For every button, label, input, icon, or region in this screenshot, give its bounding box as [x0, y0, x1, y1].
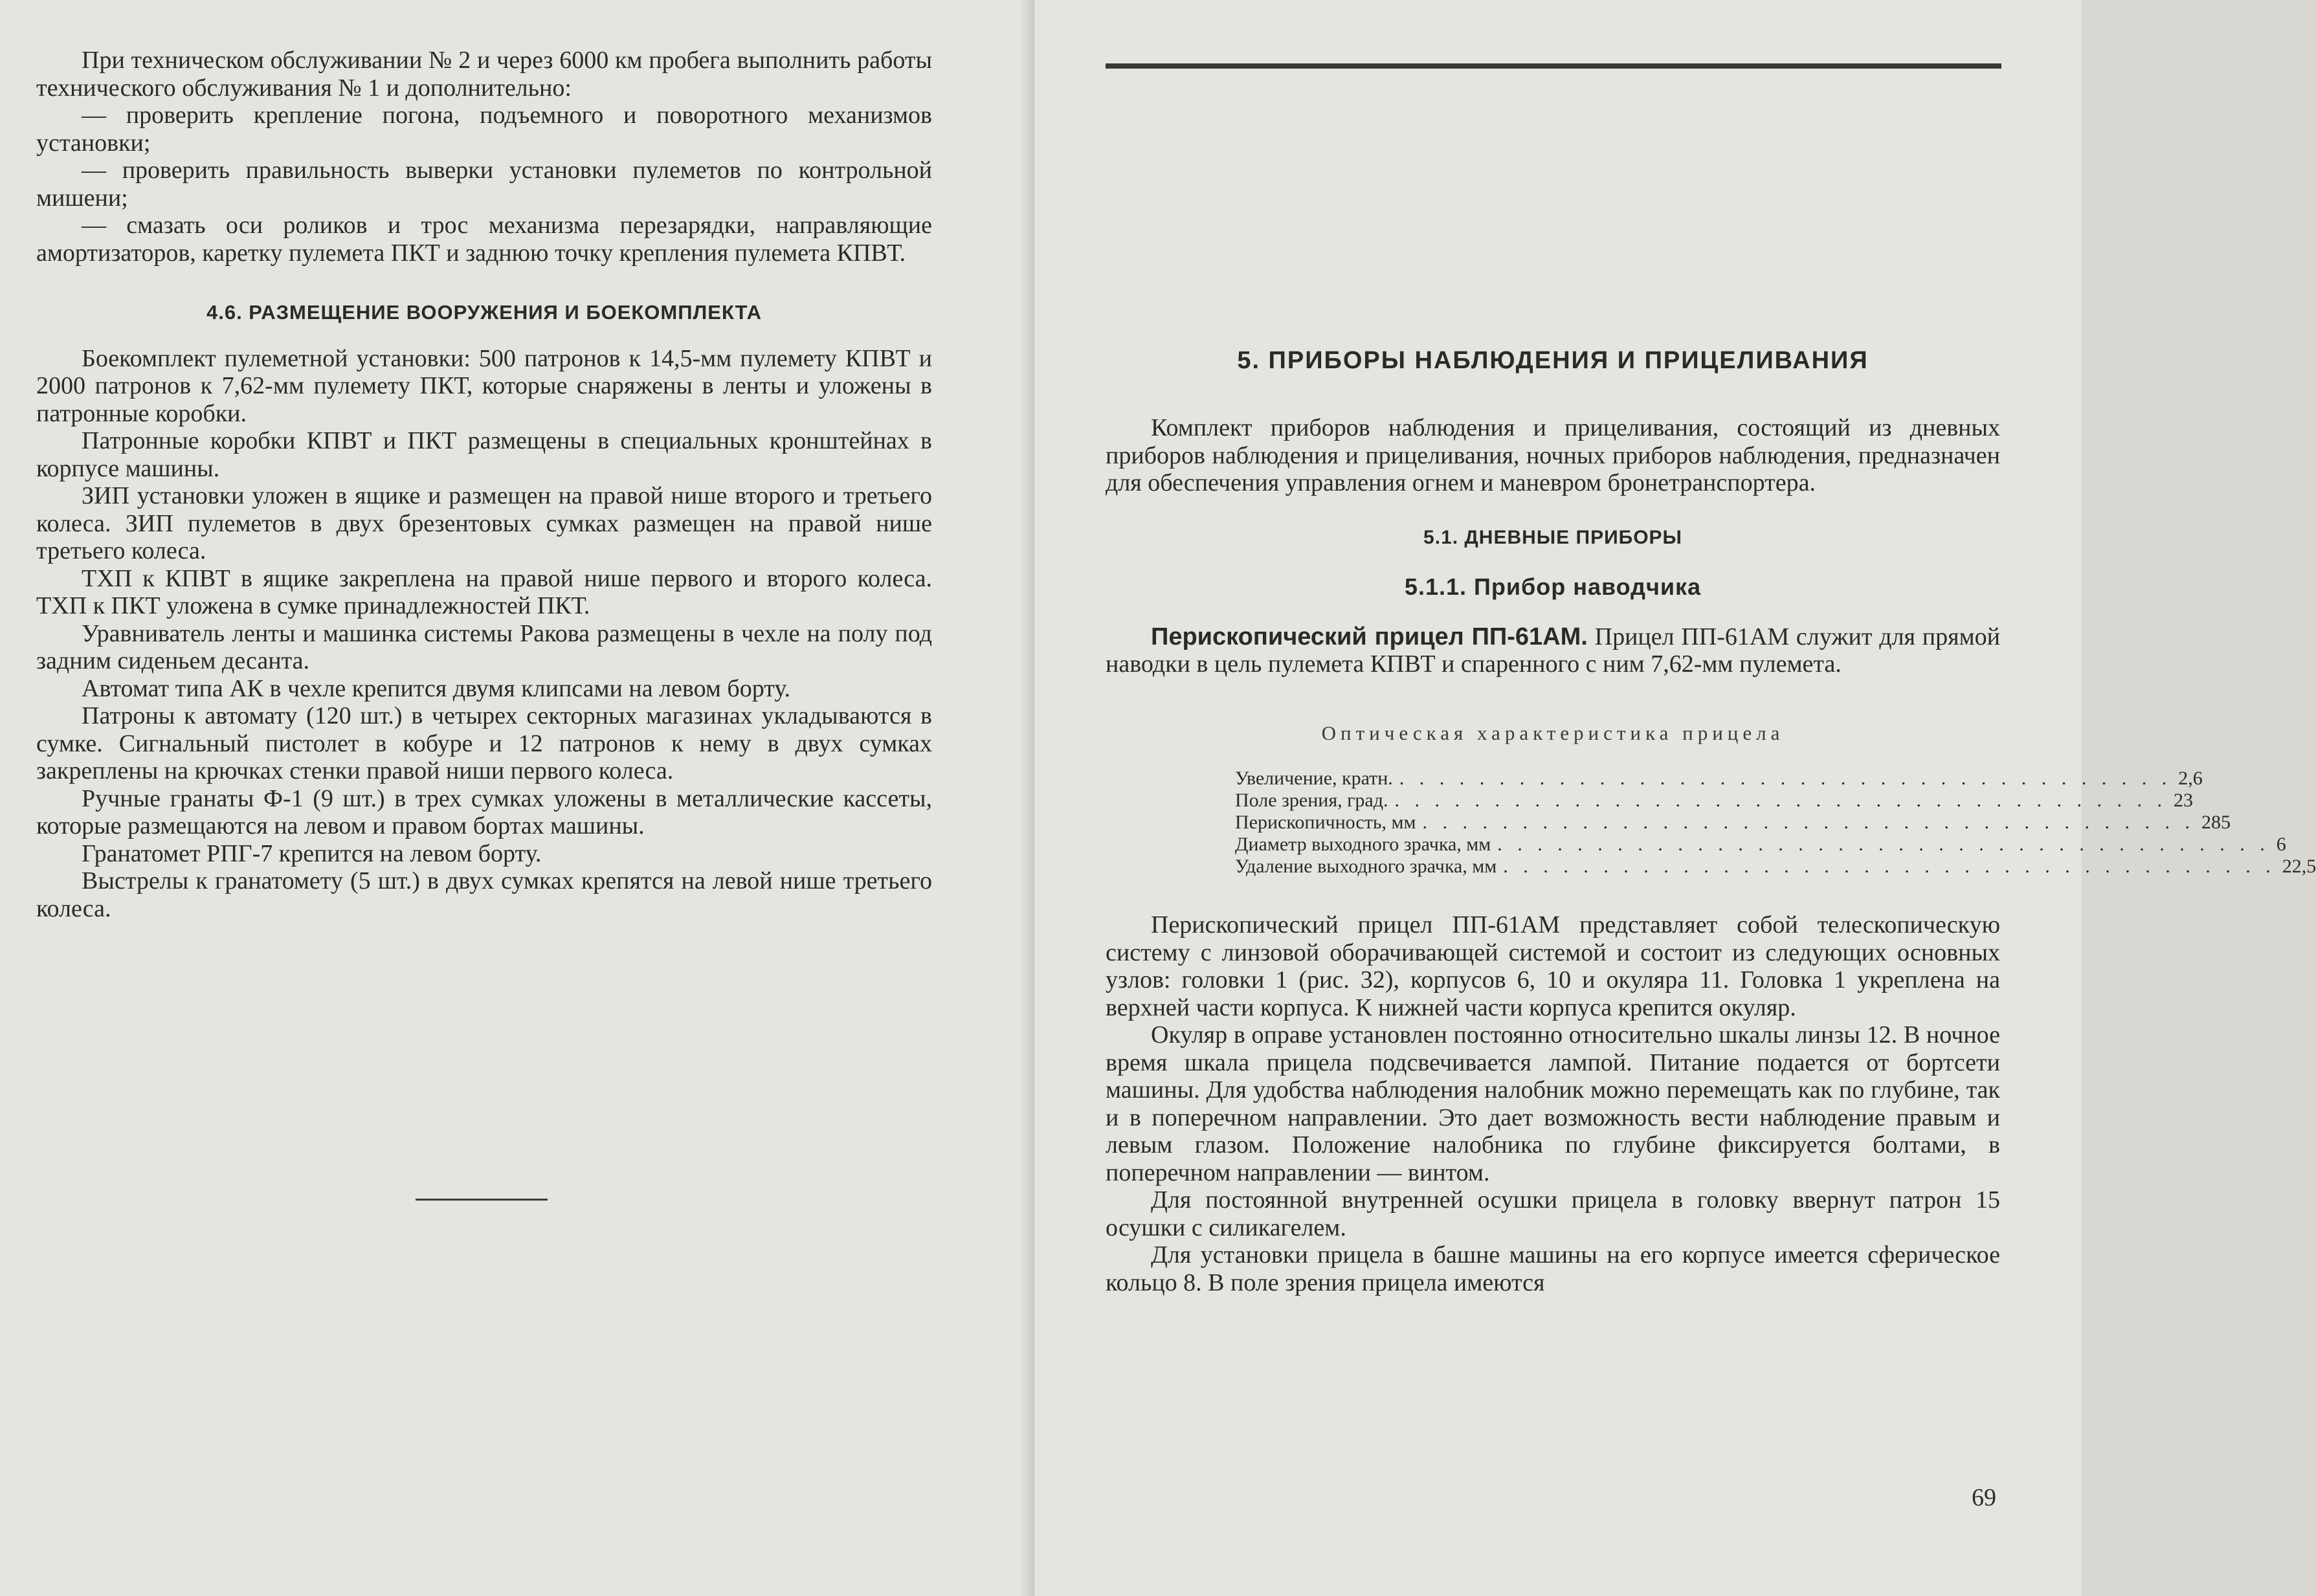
paragraph: Автомат типа АК в чехле крепится двумя клипсами на левом борту. — [82, 674, 791, 702]
table-value: 2,6 — [2178, 768, 2203, 789]
table-row — [1235, 834, 2286, 856]
paragraph: Гранатомет РПГ-7 крепится на левом борту. — [82, 839, 542, 867]
leader-dots: . . . . . . . . . . . . . . . . . . . . . . . . . . . . . . . . . . . . . . . — [1422, 812, 2195, 833]
table-label: Перископичность, мм — [1235, 812, 1416, 833]
right-page — [1034, 0, 2316, 1596]
list-item: — проверить крепление погона, подъемного и поворотного механизмов установки; — [36, 102, 932, 157]
leader-dots: . . . . . . . . . . . . . . . . . . . . . . . . . . . . . . . . . . . . . . . — [1399, 768, 2172, 789]
table-row — [1235, 856, 2316, 878]
table-label: Поле зрения, град. — [1235, 790, 1388, 811]
paragraph: Для постоянной внутренней осушки прицела в головку ввернут патрон 15 осушки с силикагелем. — [1106, 1186, 2000, 1241]
left-text-column — [36, 47, 932, 922]
paragraph: Ручные гранаты Ф-1 (9 шт.) в трех сумках уложены в металлические кассеты, которые размещаются на левом и правом бортах машины. — [36, 784, 932, 839]
table-label: Диаметр выходного зрачка, мм — [1235, 834, 1491, 855]
leader-dots: . . . . . . . . . . . . . . . . . . . . . . . . . . . . . . . . . . . . . . . — [1497, 834, 2270, 855]
paragraph: Патроны к автомату (120 шт.) в четырех секторных магазинах укладываются в сумке. Сигнальный пистолет в кобуре и 12 патронов к нему в двух сумках закреплены на крючках стенки правой ниши первого колеса. — [36, 702, 932, 784]
table-value: 23 — [2174, 790, 2194, 811]
optics-table — [1235, 768, 2316, 878]
table-value: 22,5 — [2282, 856, 2316, 877]
paragraph: Выстрелы к гранатомету (5 шт.) в двух сумках крепятся на левой нише третьего колеса. — [36, 867, 932, 922]
table-value: 285 — [2201, 812, 2231, 833]
table-row — [1235, 768, 2203, 790]
paragraph: Окуляр в оправе установлен постоянно относительно шкалы линзы 12. В ночное время шкала прицела подсвечивается лампой. Питание подается от бортсети машины. Для удобства наблюдения налобник можно перемещать как по глубине, так и в поперечном направлении. Это дает возможность вести наблюдение правым и левым глазом. Положение налобника по глубине фиксируется болтами, в поперечном направлении — винтом. — [1106, 1021, 2000, 1186]
page-number: 69 — [1972, 1484, 1996, 1511]
right-text-column — [1106, 414, 2316, 1296]
runin-paragraph — [1106, 623, 2000, 678]
table-label: Удаление выходного зрачка, мм — [1235, 856, 1497, 877]
paragraph: Комплект приборов наблюдения и прицеливания, состоящий из дневных приборов наблюдения и прицеливания, ночных приборов наблюдения, предназначен для обеспечения управления огнем и маневром бронетранспортера. — [1106, 414, 2000, 496]
section-heading-4-6: 4.6. РАЗМЕЩЕНИЕ ВООРУЖЕНИЯ И БОЕКОМПЛЕКТА — [206, 301, 763, 324]
paragraph: ЗИП установки уложен в ящике и размещен на правой нише второго и третьего колеса. ЗИП пулеметов в двух брезентовых сумках размещен на правой нише третьего колеса. — [36, 482, 932, 564]
table-value: 6 — [2276, 834, 2286, 855]
leader-dots: . . . . . . . . . . . . . . . . . . . . . . . . . . . . . . . . . . . . . . . — [1503, 856, 2276, 877]
table-row — [1235, 812, 2231, 834]
table-label: Увеличение, кратн. — [1235, 768, 1393, 789]
end-divider — [416, 1199, 548, 1201]
paragraph: При техническом обслуживании № 2 и через 6000 км пробега выполнить работы технического обслуживания № 1 и дополнительно: — [36, 47, 932, 102]
paragraph: Уравниватель ленты и машинка системы Ракова размещены в чехле на полу под задним сиденьем десанта. — [36, 619, 932, 674]
paragraph: Боекомплект пулеметной установки: 500 патронов к 14,5-мм пулемету КПВТ и 2000 патронов к 7,62-мм пулемету ПКТ, которые снаряжены в ленты и уложены в патронные коробки. — [36, 344, 932, 427]
paragraph: ТХП к КПВТ в ящике закреплена на правой нише первого и второго колеса. ТХП к ПКТ уложена в сумке принадлежностей ПКТ. — [36, 564, 932, 619]
table-title: Оптическая характеристика прицела — [1321, 721, 1785, 744]
left-page — [0, 0, 1028, 1596]
table-row — [1235, 790, 2194, 812]
paragraph: Перископический прицел ПП-61АМ представляет собой телескопическую систему с линзовой оборачивающей системой и состоит из следующих основных узлов: головки 1 (рис. 32), корпусов 6, 10 и окуляра 11. Головка 1 укреплена на верхней части корпуса. К нижней части корпуса крепится окуляр. — [1106, 911, 2000, 1021]
runin-title: Перископический прицел ПП-61АМ. — [1151, 623, 1588, 650]
paragraph: Для установки прицела в башне машины на его корпусе имеется сферическое кольцо 8. В поле зрения прицела имеются — [1106, 1241, 2000, 1296]
subsection-heading-5-1-1: 5.1.1. Прибор наводчика — [1404, 573, 1702, 600]
list-item: — проверить правильность выверки установки пулеметов по контрольной мишени; — [36, 157, 932, 212]
spacer — [1106, 878, 2000, 911]
leader-dots: . . . . . . . . . . . . . . . . . . . . . . . . . . . . . . . . . . . . . . . — [1394, 790, 2168, 811]
section-heading-5-1: 5.1. ДНЕВНЫЕ ПРИБОРЫ — [1423, 526, 1682, 548]
list-item: — смазать оси роликов и трос механизма перезарядки, направляющие амортизаторов, каретку пулемета ПКТ и заднюю точку крепления пулемета КПВТ. — [36, 212, 932, 267]
paragraph: Патронные коробки КПВТ и ПКТ размещены в специальных кронштейнах в корпусе машины. — [36, 427, 932, 482]
chapter-heading: 5. ПРИБОРЫ НАБЛЮДЕНИЯ И ПРИЦЕЛИВАНИЯ — [1237, 347, 1869, 374]
chapter-rule — [1106, 63, 2001, 69]
runin-text: Прицел ПП-61АМ служит для прямой наводки в цель пулемета КПВТ и спаренного с ним 7,62-мм пулемета. — [1106, 623, 2000, 678]
